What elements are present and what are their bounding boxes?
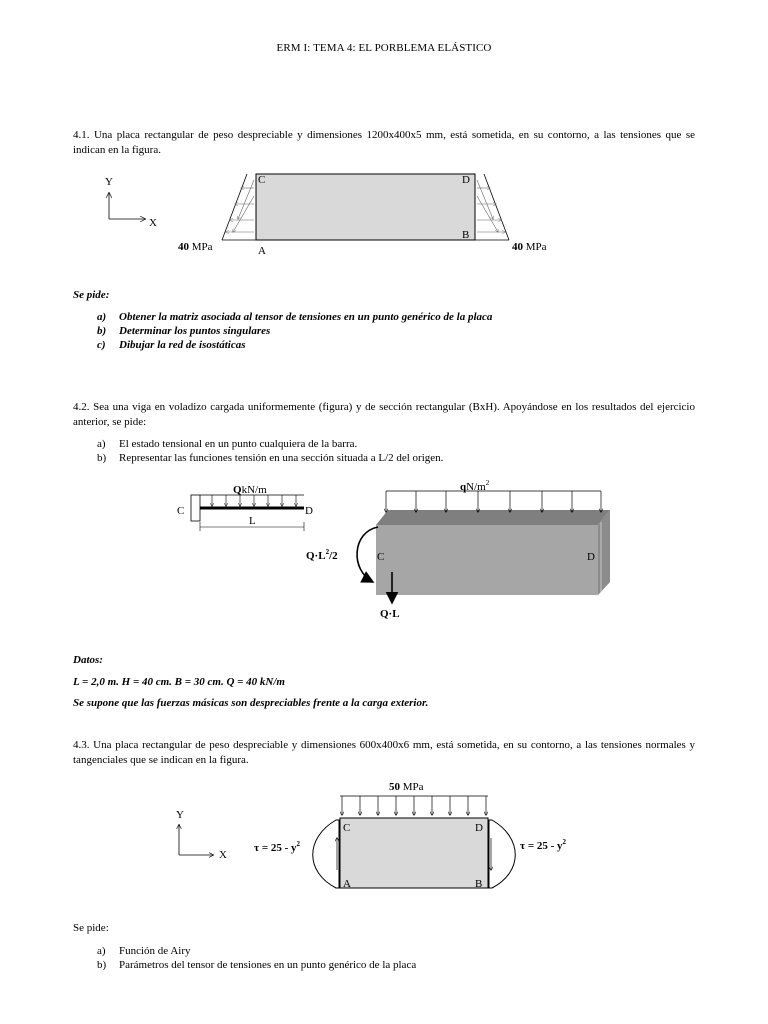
- corner-c-label: C: [343, 822, 351, 834]
- axis-x-label: X: [219, 849, 227, 861]
- cantilever-sketch: [191, 495, 304, 531]
- assumption-note: Se supone que las fuerzas másicas son despreciables frente a la carga exterior.: [73, 697, 429, 709]
- axis-x-label: X: [149, 217, 157, 229]
- requirements-4-3: [73, 944, 695, 972]
- axes-4-1: [105, 176, 157, 229]
- plate-4-1: [256, 174, 475, 240]
- corner-a-label: A: [343, 878, 351, 890]
- axes-4-3: [176, 809, 227, 861]
- left-load-label: 40 MPa: [178, 241, 213, 253]
- corner-d-label: D: [475, 822, 483, 834]
- tau-left-label: $\tau = 25 - y^2$: [254, 840, 301, 854]
- corner-c-label: C: [258, 174, 266, 186]
- list-item: a) Función de Airy: [97, 945, 191, 957]
- datos-values: L = 2,0 m. H = 40 cm. B = 30 cm. Q = 40 kN/m: [73, 676, 285, 688]
- tau-right-label: $\tau = 25 - y^2$: [520, 838, 567, 852]
- problem-4-1-statement: 4.1. Una placa rectangular de peso despreciable y dimensiones 1200x400x5 mm, está sometida, en su contorno, a las tensiones que se indican en la figura.: [73, 129, 695, 156]
- q-area-load-label: $qN/m^2$: [460, 479, 490, 493]
- left-load-distribution: [222, 174, 256, 240]
- beam-c-label: C: [377, 551, 385, 563]
- shear-label: Q·L: [380, 608, 400, 620]
- moment-arrow: [357, 527, 378, 582]
- page-header: ERM I: TEMA 4: EL PORBLEMA ELÁSTICO: [276, 42, 492, 54]
- right-load-label: 40 MPa: [512, 241, 547, 253]
- list-item: a) El estado tensional en un punto cualquiera de la barra.: [97, 438, 358, 450]
- left-shear-distribution: [313, 820, 339, 888]
- beam-d-label: D: [587, 551, 595, 563]
- se-pide-4-1: Se pide:: [73, 289, 110, 301]
- plate-4-3: [340, 818, 488, 888]
- figure-4-3: [0, 775, 768, 895]
- length-l-label: L: [249, 515, 256, 527]
- right-shear-distribution: [489, 820, 515, 888]
- corner-d-label: D: [462, 174, 470, 186]
- beam-top-face: [376, 510, 610, 525]
- list-item: a) Obtener la matriz asociada al tensor de tensiones en un punto genérico de la placa: [97, 311, 493, 323]
- corner-b-label: B: [475, 878, 483, 890]
- beam-front-face: [376, 525, 598, 595]
- fixed-support: [191, 495, 200, 521]
- top-load-label: 50 MPa: [389, 781, 424, 793]
- corner-a-label: A: [258, 245, 266, 257]
- axis-y-label: Y: [176, 809, 184, 821]
- problem-4-2-statement: 4.2. Sea una viga en voladizo cargada uniformemente (figura) y de sección rectangular (BxH). Apoyándose en los resultados del ejercicio anterior, se pide:: [73, 401, 695, 428]
- list-item: b) Determinar los puntos singulares: [97, 325, 271, 337]
- beam-3d: [357, 491, 610, 603]
- cantilever-d-label: D: [305, 505, 313, 517]
- top-load-distribution: [340, 796, 488, 815]
- figure-4-1: [0, 165, 768, 260]
- right-load-distribution: [475, 174, 509, 240]
- figure-4-2: [0, 475, 768, 625]
- requirements-4-2: [73, 437, 695, 465]
- list-item: b) Parámetros del tensor de tensiones en un punto genérico de la placa: [97, 959, 417, 971]
- problem-4-3-statement: 4.3. Una placa rectangular de peso despreciable y dimensiones 600x400x6 mm, está sometida, en su contorno, a las tensiones normales y tangenciales que se indican en la figura.: [73, 739, 695, 766]
- corner-b-label: B: [462, 229, 470, 241]
- q-load-label: QkN/m: [233, 484, 267, 496]
- se-pide-4-3: Se pide:: [73, 922, 109, 934]
- cantilever-c-label: C: [177, 505, 185, 517]
- axis-y-label: Y: [105, 176, 113, 188]
- datos-title: Datos:: [73, 654, 103, 666]
- list-item: b) Representar las funciones tensión en una sección situada a L/2 del origen.: [97, 452, 444, 464]
- requirements-4-1: [73, 310, 695, 352]
- list-item: c) Dibujar la red de isostáticas: [97, 339, 246, 351]
- moment-label: $Q\cdot L^2/2$: [306, 548, 338, 562]
